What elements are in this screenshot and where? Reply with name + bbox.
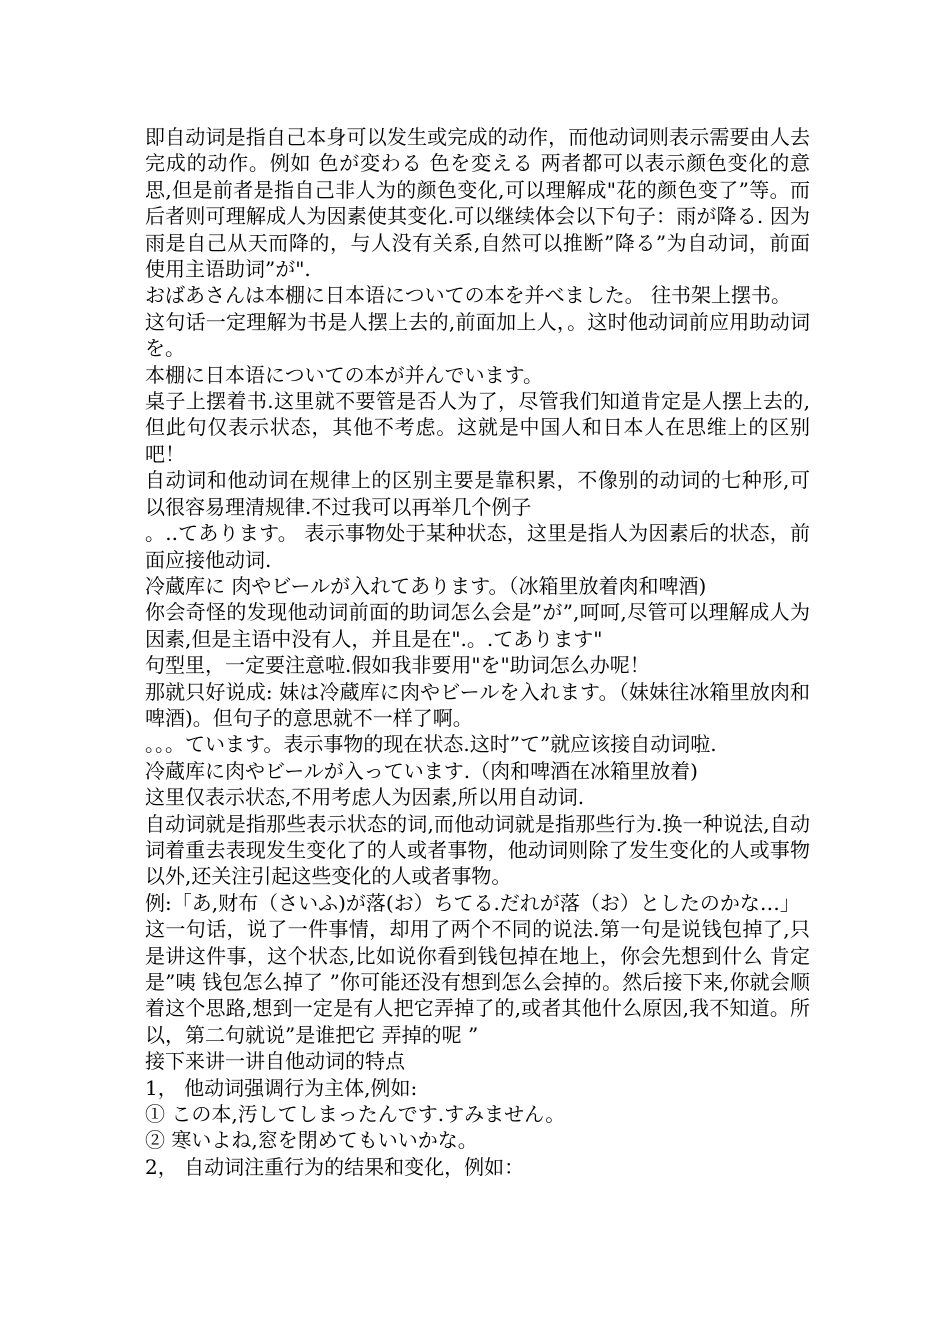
paragraph: ① この本,汚してしまったんです.すみません。 <box>145 1102 566 1127</box>
body-text <box>145 124 810 1180</box>
paragraph: 这一句话，说了一件事情，却用了两个不同的说法.第一句是说钱包掉了,只是讲这件事，这个状态,比如说你看到钱包掉在地上，你会先想到什么 肯定是”咦 钱包怎么掉了 ”你可能还没有想到怎么会掉的。然后接下来,你就会顺着这个思路,想到一定是有人把它弄掉了的,或者其他什么原因,我不知道。所以，第二句就说”是谁把它 弄掉的呢 ” <box>145 917 810 1047</box>
paragraph: 。。。ています。表示事物的现在状态.这时”て”就应该接自动词啦. <box>145 732 717 757</box>
paragraph: 你会奇怪的发现他动词前面的助词怎么会是”が”,呵呵,尽管可以理解成人为因素,但是主语中没有人，并且是在".。.てあります" <box>145 600 810 651</box>
paragraph: 接下来讲一讲自他动词的特点 <box>145 1049 405 1074</box>
paragraph: 例:「あ,财布（さいふ)が落(お）ちてる.だれが落（お）としたのかな…」 <box>145 890 800 915</box>
paragraph: 冷蔵库に肉やビールが入っています.（肉和啤酒在冰箱里放着) <box>145 758 698 783</box>
paragraph: 。..てあります。 表示事物处于某种状态，这里是指人为因素后的状态，前面应接他动词. <box>145 521 810 572</box>
paragraph: 句型里，一定要注意啦.假如我非要用"を"助词怎么办呢！ <box>145 653 650 678</box>
paragraph: ② 寒いよね,窓を閉めてもいいかな。 <box>145 1128 478 1153</box>
paragraph: 本棚に日本语についての本が并んでいます。 <box>145 362 543 387</box>
paragraph: 桌子上摆着书.这里就不要管是否人为了，尽管我们知道肯定是人摆上去的,但此句仅表示状态，其他不考虑。这就是中国人和日本人在思维上的区别吧！ <box>145 389 810 466</box>
paragraph: 这句话一定理解为书是人摆上去的,前面加上人，。这时他动词前应用助动词を。 <box>145 309 810 361</box>
paragraph: おばあさんは本棚に日本语についての本を并べました。 往书架上摆书。 <box>145 283 791 308</box>
paragraph: 冷蔵库に 肉やビールが入れてあります。（冰箱里放着肉和啤酒) <box>145 573 707 598</box>
paragraph: 1， 他动词强调行为主体,例如: <box>145 1075 418 1100</box>
paragraph: 自动词和他动词在规律上的区别主要是靠积累，不像别的动词的七种形,可以很容易理清规律.不过我可以再举几个例子 <box>145 468 810 519</box>
paragraph: 即自动词是指自己本身可以发生或完成的动作，而他动词则表示需要由人去完成的动作。例如 色が変わる 色を変える 两者都可以表示颜色变化的意思,但是前者是指自己非人为的颜色变化,可以理解成"花的颜色变了”等。而后者则可理解成人为因素使其变化.可以继续体会以下句子：雨が降る. 因为雨是自己从天而降的，与人没有关系,自然可以推断”降る”为自动词，前面使用主语助词”が". <box>145 125 810 282</box>
paragraph: 自动词就是指那些表示状态的词,而他动词就是指那些行为.换一种说法,自动词着重去表现发生变化了的人或者事物，他动词则除了发生变化的人或事物以外,还关注引起这些变化的人或者事物。 <box>145 811 810 889</box>
paragraph: 这里仅表示状态,不用考虑人为因素,所以用自动词. <box>145 785 585 810</box>
paragraph: 2， 自动词注重行为的结果和变化，例如： <box>145 1154 525 1179</box>
paragraph: 那就只好说成: 妹は冷蔵库に肉やビールを入れます。（妹妹往冰箱里放肉和啤酒)。但句子的意思就不一样了啊。 <box>145 679 810 730</box>
